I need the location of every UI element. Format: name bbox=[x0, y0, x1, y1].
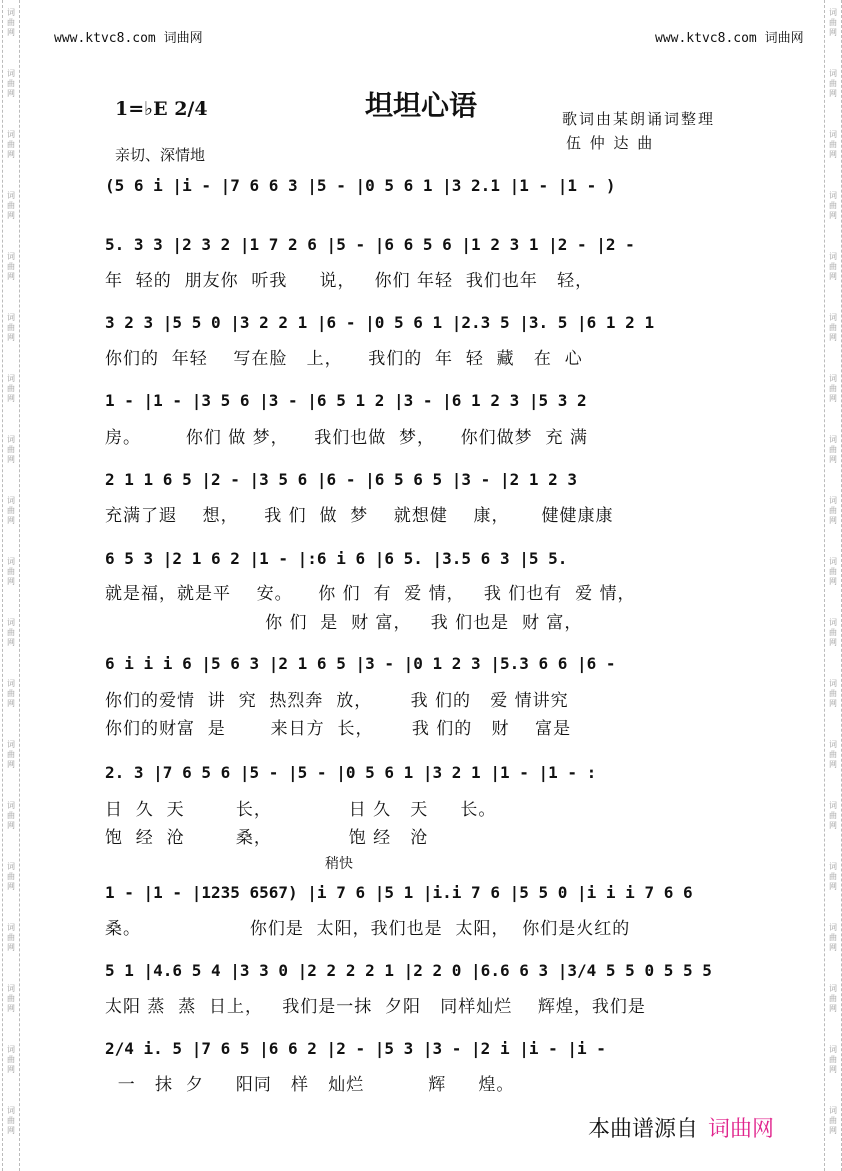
side-watermark-text: 词 曲 网 bbox=[829, 923, 837, 952]
side-watermark-text: 词 曲 网 bbox=[829, 740, 837, 769]
side-watermark-text: 词 曲 网 bbox=[7, 679, 15, 708]
lyric-line: 你们的财富 是 来日方 长， 我 们的 财 富是 bbox=[105, 719, 572, 739]
side-watermark-text: 词 曲 网 bbox=[829, 1106, 837, 1135]
score-row-5 bbox=[105, 467, 740, 497]
side-watermark-text: 词 曲 网 bbox=[829, 191, 837, 220]
side-watermark-text: 词 曲 网 bbox=[7, 191, 15, 220]
notation-line: 5. 3 3 |2 3 2 |1 7 2 6 |5 - |6 6 5 6 |1 2 3 1 |2 - |2 - bbox=[105, 235, 635, 254]
tempo-marking: 亲切、深情地 bbox=[115, 146, 206, 164]
notation-line: 5 1 |4.6 5 4 |3 3 0 |2 2 2 2 1 |2 2 0 |6.6 6 3 |3/4 5 5 0 5 5 5 bbox=[105, 961, 712, 980]
side-watermark-text: 词 曲 网 bbox=[829, 862, 837, 891]
lyric-line: 饱 经 沧 桑， 饱 经 沧 bbox=[105, 828, 429, 848]
side-watermark-text: 词 曲 网 bbox=[7, 374, 15, 403]
score-row-4 bbox=[105, 388, 740, 418]
left-margin-strip bbox=[2, 0, 20, 1171]
lyric-line: 你 们 是 财 富， 我 们也是 财 富， bbox=[105, 613, 583, 633]
notation-line: 2/4 i. 5 |7 6 5 |6 6 2 |2 - |5 3 |3 - |2 i |i - |i - bbox=[105, 1039, 606, 1058]
footer-source bbox=[588, 1112, 774, 1143]
side-watermark-text: 词 曲 网 bbox=[7, 923, 15, 952]
notation-line: 1 - |1 - |3 5 6 |3 - |6 5 1 2 |3 - |6 1 2 3 |5 3 2 bbox=[105, 391, 587, 410]
score-row-6 bbox=[105, 546, 740, 576]
lyric-line: 桑。 你们是 太阳，我们也是 太阳， 你们是火红的 bbox=[105, 919, 631, 939]
side-watermark-text: 词 曲 网 bbox=[7, 252, 15, 281]
notation-line: (5 6 i |i - |7 6 6 3 |5 - |0 5 6 1 |3 2.1 |1 - |1 - ) bbox=[105, 176, 616, 195]
side-watermark-text: 词 曲 网 bbox=[7, 1106, 15, 1135]
side-watermark-text: 词 曲 网 bbox=[7, 435, 15, 464]
score-row-8 bbox=[105, 760, 740, 790]
lyric-line: 年 轻的 朋友你 听我 说， 你们 年轻 我们也年 轻， bbox=[105, 271, 594, 291]
side-watermark-text: 词 曲 网 bbox=[7, 1045, 15, 1074]
notation-line: 6 i i i 6 |5 6 3 |2 1 6 5 |3 - |0 1 2 3 |5.3 6 6 |6 - bbox=[105, 654, 616, 673]
side-watermark-text: 词 曲 网 bbox=[829, 69, 837, 98]
lyric-line: 房。 你们 做 梦， 我们也做 梦， 你们做梦 充 满 bbox=[105, 428, 588, 448]
side-watermark-text: 词 曲 网 bbox=[829, 618, 837, 647]
lyric-line: 你们的爱情 讲 究 热烈奔 放， 我 们的 爱 情讲究 bbox=[105, 691, 569, 711]
footer-source-label: 本曲谱源自 bbox=[588, 1117, 699, 1142]
score-row-7 bbox=[105, 651, 740, 681]
side-watermark-text: 词 曲 网 bbox=[7, 984, 15, 1013]
lyric-line: 一 抹 夕 阳同 样 灿烂 辉 煌。 bbox=[105, 1075, 515, 1095]
score-row-1 bbox=[105, 173, 740, 203]
side-watermark-text: 词 曲 网 bbox=[829, 496, 837, 525]
composer-credit: 伍 仲 达 曲 bbox=[566, 134, 655, 152]
side-watermark-text: 词 曲 网 bbox=[7, 69, 15, 98]
score-row-10 bbox=[105, 958, 740, 988]
notation-line: 2 1 1 6 5 |2 - |3 5 6 |6 - |6 5 6 5 |3 - |2 1 2 3 bbox=[105, 470, 578, 489]
side-watermark-text: 词 曲 网 bbox=[829, 374, 837, 403]
side-watermark-text: 词 曲 网 bbox=[7, 8, 15, 37]
tempo-change-marking: 稍快 bbox=[325, 856, 353, 872]
side-watermark-text: 词 曲 网 bbox=[7, 618, 15, 647]
score-row-11 bbox=[105, 1036, 740, 1066]
side-watermark-text: 词 曲 网 bbox=[829, 252, 837, 281]
song-title: 坦坦心语 bbox=[364, 89, 477, 122]
lyric-line: 充满了遐 想， 我 们 做 梦 就想健 康， 健健康康 bbox=[105, 506, 614, 526]
side-watermark-text: 词 曲 网 bbox=[7, 862, 15, 891]
notation-line: 6 5 3 |2 1 6 2 |1 - |:6 i 6 |6 5. |3.5 6 3 |5 5. bbox=[105, 549, 568, 568]
header-url-left[interactable]: www.ktvc8.com 词曲网 bbox=[54, 31, 203, 46]
side-watermark-text: 词 曲 网 bbox=[829, 984, 837, 1013]
score-row-3 bbox=[105, 310, 740, 340]
side-watermark-text: 词 曲 网 bbox=[7, 130, 15, 159]
lyric-line: 就是福，就是平 安。 你 们 有 爱 情， 我 们也有 爱 情， bbox=[105, 584, 636, 604]
side-watermark-text: 词 曲 网 bbox=[829, 130, 837, 159]
key-signature: 1=♭E 2/4 bbox=[115, 98, 208, 120]
lyric-line: 你们的 年轻 写在脸 上， 我们的 年 轻 藏 在 心 bbox=[105, 349, 583, 369]
side-watermark-text: 词 曲 网 bbox=[7, 740, 15, 769]
side-watermark-text: 词 曲 网 bbox=[7, 801, 15, 830]
side-watermark-text: 词 曲 网 bbox=[829, 801, 837, 830]
side-watermark-text: 词 曲 网 bbox=[7, 557, 15, 586]
side-watermark-text: 词 曲 网 bbox=[829, 1045, 837, 1074]
lyricist-credit: 歌词由某朗诵词整理 bbox=[562, 110, 716, 128]
lyric-line: 太阳 蒸 蒸 日上， 我们是一抹 夕阳 同样灿烂 辉煌，我们是 bbox=[105, 997, 646, 1017]
notation-line: 2. 3 |7 6 5 6 |5 - |5 - |0 5 6 1 |3 2 1 |1 - |1 - : bbox=[105, 763, 597, 782]
side-watermark-text: 词 曲 网 bbox=[829, 435, 837, 464]
side-watermark-text: 词 曲 网 bbox=[7, 313, 15, 342]
lyric-line: 日 久 天 长， 日 久 天 长。 bbox=[105, 800, 497, 820]
side-watermark-text: 词 曲 网 bbox=[829, 679, 837, 708]
score-row-9 bbox=[105, 880, 740, 910]
side-watermark-text: 词 曲 网 bbox=[829, 313, 837, 342]
notation-line: 3 2 3 |5 5 0 |3 2 2 1 |6 - |0 5 6 1 |2.3 5 |3. 5 |6 1 2 1 bbox=[105, 313, 655, 332]
notation-line: 1 - |1 - |1235 6567) |i 7 6 |5 1 |i.i 7 6 |5 5 0 |i i i 7 6 6 bbox=[105, 883, 693, 902]
right-margin-strip bbox=[824, 0, 842, 1171]
footer-brand-link[interactable]: 词曲网 bbox=[708, 1117, 775, 1142]
header-url-right[interactable]: www.ktvc8.com 词曲网 bbox=[655, 31, 804, 46]
side-watermark-text: 词 曲 网 bbox=[7, 496, 15, 525]
side-watermark-text: 词 曲 网 bbox=[829, 557, 837, 586]
score-row-2 bbox=[105, 232, 740, 262]
side-watermark-text: 词 曲 网 bbox=[829, 8, 837, 37]
